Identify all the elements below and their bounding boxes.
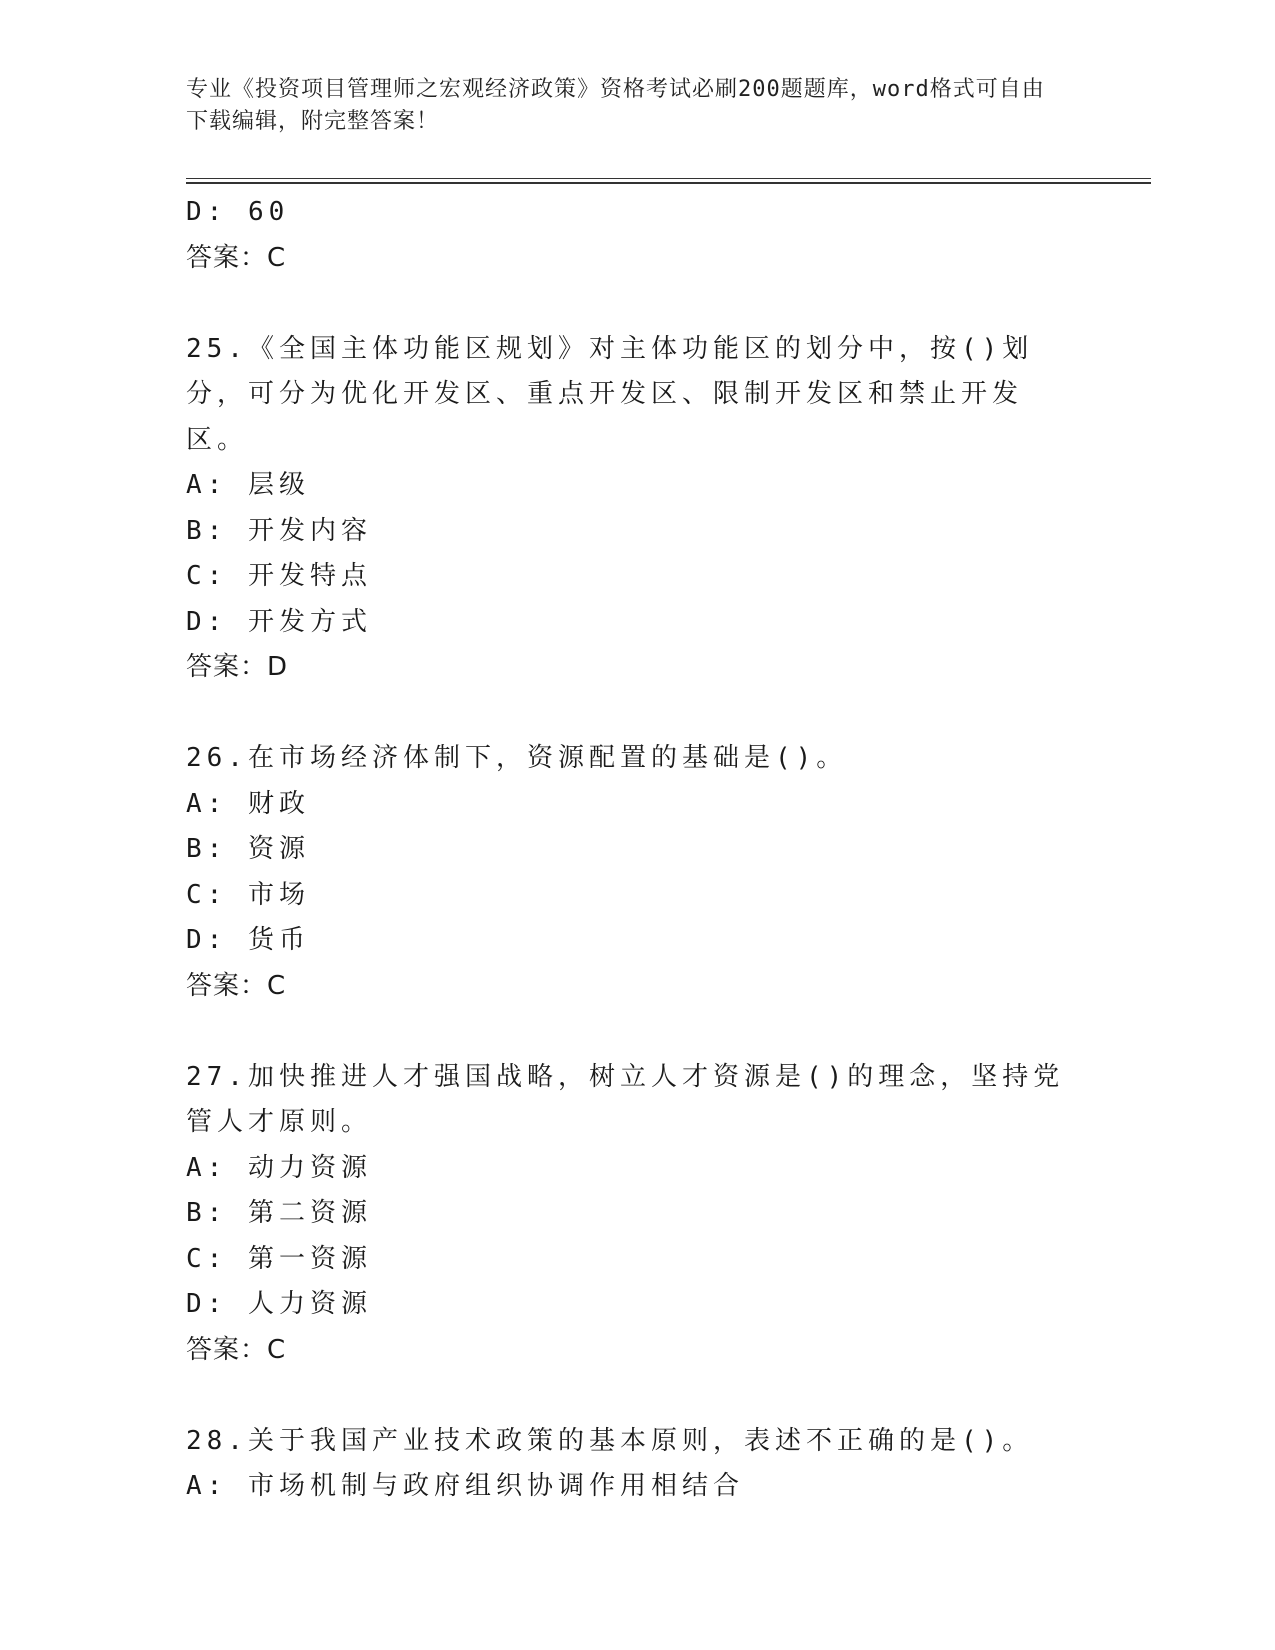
prev-answer: 答案：C	[186, 242, 287, 273]
option-d: D: 货币	[186, 925, 310, 955]
spacer	[186, 1373, 1086, 1419]
option-a: A: 财政	[186, 788, 310, 819]
question-27	[186, 1055, 1086, 1374]
answer: 答案：D	[186, 652, 289, 682]
question-content	[186, 190, 1086, 1510]
option-d: D: 人力资源	[186, 1289, 372, 1319]
option-d: D: 开发方式	[186, 606, 372, 637]
option-c: C: 市场	[186, 879, 310, 910]
option-b: B: 资源	[186, 834, 310, 864]
question-26	[186, 736, 1086, 1009]
option-c: C: 第一资源	[186, 1243, 372, 1274]
question-28	[186, 1419, 1086, 1510]
spacer	[186, 281, 1086, 327]
question-stem: 25.《全国主体功能区规划》对主体功能区的划分中，按()划分，可分为优化开发区、重点开发区、限制开发区和禁止开发区。	[186, 333, 1034, 455]
spacer	[186, 1009, 1086, 1055]
header-divider-thick	[186, 182, 1151, 184]
option-c: C: 开发特点	[186, 561, 372, 591]
page-header: 专业《投资项目管理师之宏观经济政策》资格考试必刷200题题库，word格式可自由下载编辑，附完整答案！	[186, 77, 1045, 134]
question-stem: 28.关于我国产业技术政策的基本原则，表述不正确的是()。	[186, 1425, 1034, 1456]
question-stem: 27.加快推进人才强国战略，树立人才资源是()的理念，坚持党管人才原则。	[186, 1061, 1065, 1137]
option-a: A: 层级	[186, 470, 310, 500]
answer: 答案：C	[186, 970, 287, 1001]
option-b: B: 第二资源	[186, 1198, 372, 1228]
spacer	[186, 691, 1086, 737]
answer: 答案：C	[186, 1334, 287, 1365]
question-stem: 26.在市场经济体制下，资源配置的基础是()。	[186, 743, 848, 773]
option-b: B: 开发内容	[186, 515, 372, 546]
prev-option-d: D: 60	[186, 197, 290, 227]
header-divider-thin	[186, 178, 1151, 179]
question-25	[186, 327, 1086, 691]
option-a: A: 动力资源	[186, 1152, 372, 1183]
option-a: A: 市场机制与政府组织协调作用相结合	[186, 1471, 744, 1501]
